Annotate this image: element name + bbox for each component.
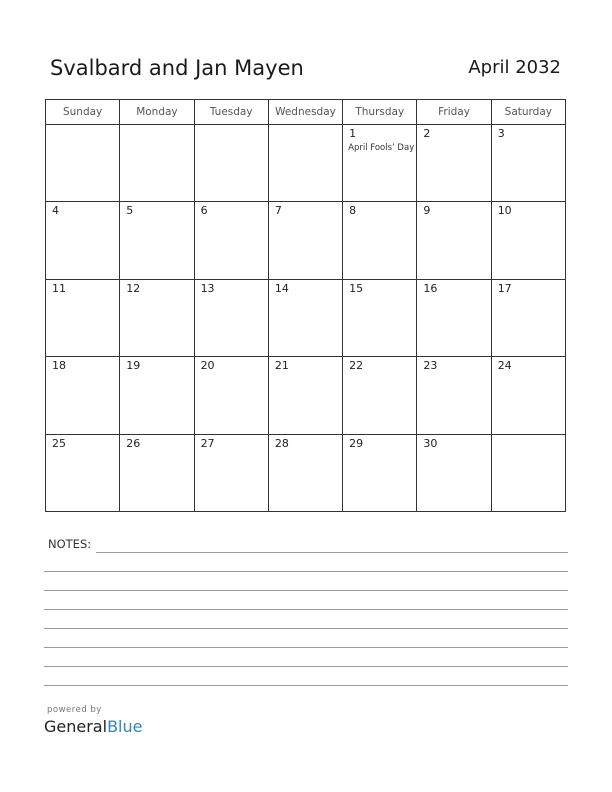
notes-label: NOTES: bbox=[48, 537, 92, 551]
week-row bbox=[46, 357, 566, 434]
day-number: 22 bbox=[349, 359, 364, 373]
day-number: 15 bbox=[349, 281, 364, 295]
note-line bbox=[44, 685, 568, 686]
note-line bbox=[44, 628, 568, 629]
day-number: 25 bbox=[52, 436, 66, 450]
day-cell bbox=[46, 125, 120, 202]
day-number: 11 bbox=[52, 281, 66, 295]
day-number bbox=[269, 125, 342, 127]
day-number: 2 bbox=[423, 127, 431, 140]
day-cell bbox=[268, 357, 342, 434]
day-number: 19 bbox=[126, 359, 141, 373]
day-number: 5 bbox=[126, 204, 134, 218]
day-cell bbox=[491, 279, 565, 356]
weekday-header: Tuesday bbox=[194, 100, 268, 125]
day-cell bbox=[46, 357, 120, 434]
day-cell bbox=[343, 125, 417, 202]
day-cell bbox=[120, 125, 194, 202]
day-cell bbox=[46, 202, 120, 279]
note-line bbox=[44, 571, 568, 572]
day-number: 9 bbox=[423, 204, 431, 218]
day-cell bbox=[417, 202, 491, 279]
day-cell bbox=[268, 434, 342, 511]
day-number: 12 bbox=[126, 281, 141, 295]
day-cell bbox=[491, 125, 565, 202]
day-cell bbox=[46, 434, 120, 511]
holiday-label: April Fools’ Day bbox=[348, 143, 415, 153]
day-number: 23 bbox=[423, 359, 438, 373]
day-cell bbox=[46, 279, 120, 356]
day-cell bbox=[417, 357, 491, 434]
powered-by-text: powered by bbox=[47, 705, 102, 715]
day-number: 20 bbox=[200, 359, 215, 373]
brand-blue: Blue bbox=[107, 717, 143, 736]
day-number: 7 bbox=[274, 204, 282, 218]
weekday-header-row bbox=[46, 100, 566, 125]
day-number bbox=[120, 125, 193, 127]
day-cell bbox=[491, 434, 565, 511]
weekday-header: Monday bbox=[120, 100, 194, 125]
generalblue-logo bbox=[44, 717, 142, 736]
day-cell bbox=[194, 279, 268, 356]
day-cell bbox=[268, 279, 342, 356]
day-cell bbox=[194, 357, 268, 434]
brand-general: General bbox=[44, 717, 108, 736]
day-number: 17 bbox=[497, 281, 512, 295]
day-cell bbox=[491, 202, 565, 279]
day-cell bbox=[120, 434, 194, 511]
day-cell bbox=[194, 125, 268, 202]
day-cell bbox=[194, 202, 268, 279]
day-number: 30 bbox=[423, 436, 438, 450]
day-number: 28 bbox=[274, 436, 289, 450]
calendar-body bbox=[46, 125, 566, 512]
weekday-header: Saturday bbox=[491, 100, 565, 125]
week-row bbox=[46, 202, 566, 279]
weekday-header: Friday bbox=[417, 100, 491, 125]
day-number bbox=[195, 125, 268, 127]
day-cell bbox=[343, 202, 417, 279]
day-cell bbox=[417, 279, 491, 356]
day-cell bbox=[268, 125, 342, 202]
day-number: 13 bbox=[200, 281, 215, 295]
day-cell bbox=[343, 357, 417, 434]
week-row bbox=[46, 434, 566, 511]
day-cell bbox=[120, 357, 194, 434]
day-cell bbox=[120, 279, 194, 356]
day-cell bbox=[417, 125, 491, 202]
weekday-header: Sunday bbox=[46, 100, 120, 125]
calendar-grid bbox=[45, 99, 566, 512]
day-cell bbox=[491, 357, 565, 434]
note-line bbox=[44, 666, 568, 667]
note-line bbox=[44, 590, 568, 591]
day-number bbox=[492, 435, 565, 437]
calendar-month: April 2032 bbox=[468, 57, 561, 78]
day-number: 3 bbox=[497, 127, 505, 140]
day-cell bbox=[268, 202, 342, 279]
day-number: 4 bbox=[52, 204, 59, 218]
day-number: 29 bbox=[349, 436, 364, 450]
day-number: 8 bbox=[349, 204, 357, 218]
day-number: 21 bbox=[274, 359, 289, 373]
day-cell bbox=[194, 434, 268, 511]
note-line bbox=[44, 647, 568, 648]
day-number bbox=[46, 125, 119, 127]
day-number: 10 bbox=[497, 204, 512, 218]
weekday-header: Wednesday bbox=[268, 100, 342, 125]
day-number: 18 bbox=[52, 359, 66, 373]
note-line bbox=[44, 609, 568, 610]
day-cell bbox=[343, 279, 417, 356]
day-number: 6 bbox=[200, 204, 208, 218]
day-number: 1 bbox=[349, 127, 357, 140]
day-number: 27 bbox=[200, 436, 215, 450]
day-number: 16 bbox=[423, 281, 438, 295]
day-cell bbox=[343, 434, 417, 511]
day-number: 14 bbox=[274, 281, 289, 295]
week-row bbox=[46, 125, 566, 202]
day-number: 26 bbox=[126, 436, 141, 450]
day-number: 24 bbox=[497, 359, 512, 373]
week-row bbox=[46, 279, 566, 356]
day-cell bbox=[120, 202, 194, 279]
weekday-header: Thursday bbox=[343, 100, 417, 125]
calendar-title: Svalbard and Jan Mayen bbox=[50, 56, 304, 80]
note-line bbox=[96, 552, 568, 553]
day-cell bbox=[417, 434, 491, 511]
